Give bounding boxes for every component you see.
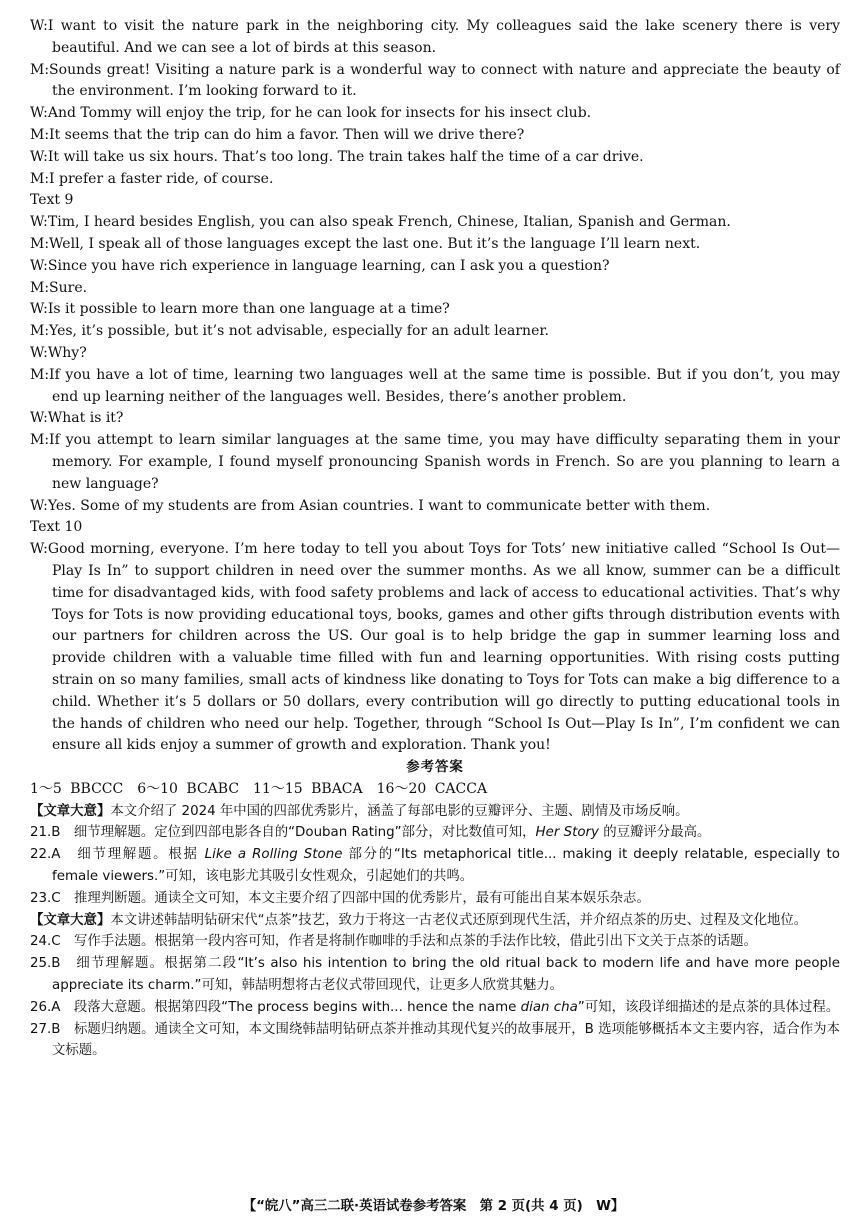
explanation-text: 部分的“Its metaphorical title... making it deeply relatable, especially to female viewers.”可知，该电影尤其吸引女性观众，引起她们的共鸣。 xyxy=(52,847,840,885)
dialogue-line: W:Since you have rich experience in language learning, can I ask you a question? xyxy=(30,257,610,274)
text10-heading: Text 10 xyxy=(30,519,83,536)
italic-title: Her Story xyxy=(535,825,599,841)
dialogue-line: W:Why? xyxy=(30,344,87,361)
explanation-text: 标题归纳题。通读全文可知，本文围绕韩喆明钻研点茶并推动其现代复兴的故事展开，B 选项能够概括本文主要内容，适合作为本文标题。 xyxy=(52,1021,840,1059)
dialogue-line: M:Sure. xyxy=(30,279,88,296)
dialogue-b xyxy=(30,212,840,517)
explanation-text: 细节理解题。根据 xyxy=(60,847,205,863)
explanation-27 xyxy=(30,1019,840,1063)
question-number: 25.B xyxy=(30,956,61,972)
explanation-26 xyxy=(30,997,840,1019)
page-footer: 【“皖八”高三二联·英语试卷参考答案 第 2 页(共 4 页) W】 xyxy=(242,1199,625,1214)
question-number: 23.C xyxy=(30,890,61,906)
summary-text: 本文介绍了 2024 年中国的四部优秀影片，涵盖了每部电影的豆瓣评分、主题、剧情及市场反响。 xyxy=(110,803,689,819)
summary-tag: 【文章大意】 xyxy=(30,803,111,819)
explanation-21 xyxy=(30,822,840,844)
explanation-text: 段落大意题。根据第四段“The process begins with... hence the name xyxy=(60,999,521,1015)
explanation-text: 写作手法题。根据第一段内容可知，作者是将制作咖啡的手法和点茶的手法作比较，借此引出下文关于点茶的话题。 xyxy=(60,934,757,950)
question-number: 26.A xyxy=(30,999,61,1015)
explanation-text: 细节理解题。根据第二段“It’s also his intention to bring the old ritual back to modern life and have more people appreciate its charm.”可知，韩喆明想将古老仪式带回现代，让更多人欣赏其魅力。 xyxy=(52,956,840,994)
text9-heading: Text 9 xyxy=(30,192,74,209)
question-number: 21.B xyxy=(30,825,61,841)
dialogue-a xyxy=(30,16,840,190)
italic-title: Like a Rolling Stone xyxy=(204,847,343,863)
answer-key: 1～5 BBCCC 6～10 BCABC 11～15 BBACA 16～20 CACCA xyxy=(30,780,488,797)
explanation-24 xyxy=(30,931,840,953)
question-number: 24.C xyxy=(30,934,61,950)
explanation-text: 推理判断题。通读全文可知，本文主要介绍了四部中国的优秀影片，最有可能出自某本娱乐杂志。 xyxy=(60,890,650,906)
summary-passage-2 xyxy=(30,910,840,932)
dialogue-line: M:If you attempt to learn similar languages at the same time, you may have difficulty separating them in your memory. For example, I found myself pronouncing Spanish words in French. So are you planning to learn a new language? xyxy=(30,432,840,492)
dialogue-line: M:It seems that the trip can do him a favor. Then will we drive there? xyxy=(30,126,525,143)
dialogue-line: W:It will take us six hours. That’s too long. The train takes half the time of a car drive. xyxy=(30,148,644,165)
dialogue-line: W:Tim, I heard besides English, you can also speak French, Chinese, Italian, Spanish and German. xyxy=(30,214,731,231)
dialogue-line: M:Yes, it’s possible, but it’s not advisable, especially for an adult learner. xyxy=(30,323,549,340)
dialogue-line: W:I want to visit the nature park in the neighboring city. My colleagues said the lake scenery there is very beautiful. And we can see a lot of birds at this season. xyxy=(30,18,840,56)
explanation-text: 的豆瓣评分最高。 xyxy=(598,825,711,841)
explanation-25 xyxy=(30,953,840,997)
summary-tag: 【文章大意】 xyxy=(30,912,111,928)
document-page xyxy=(30,16,840,1062)
explanation-22 xyxy=(30,844,840,888)
answer-heading: 参考答案 xyxy=(406,760,464,776)
dialogue-line: M:Well, I speak all of those languages except the last one. But it’s the language I’ll learn next. xyxy=(30,235,701,252)
dialogue-line: W:And Tommy will enjoy the trip, for he can look for insects for his insect club. xyxy=(30,105,592,122)
summary-text: 本文讲述韩喆明钻研宋代“点茶”技艺，致力于将这一古老仪式还原到现代生活，并介绍点茶的历史、过程及文化地位。 xyxy=(110,912,808,928)
dialogue-line: W:What is it? xyxy=(30,410,124,427)
explanation-23 xyxy=(30,888,840,910)
explanation-text: ”可知，该段详细描述的是点茶的具体过程。 xyxy=(577,999,840,1015)
dialogue-line: W:Yes. Some of my students are from Asian countries. I want to communicate better with them. xyxy=(30,497,711,514)
dialogue-line: M:Sounds great! Visiting a nature park is a wonderful way to connect with nature and appreciate the beauty of the environment. I’m looking forward to it. xyxy=(30,61,840,100)
dialogue-line: M:I prefer a faster ride, of course. xyxy=(30,170,274,187)
dialogue-line: W:Is it possible to learn more than one language at a time? xyxy=(30,301,450,318)
question-number: 27.B xyxy=(30,1021,61,1037)
question-number: 22.A xyxy=(30,847,61,863)
dialogue-line: M:If you have a lot of time, learning two languages well at the same time is possible. But if you don’t, you may end up learning neither of the languages well. Besides, there’s another problem. xyxy=(30,366,840,405)
italic-term: dian cha xyxy=(520,999,578,1015)
monologue: W:Good morning, everyone. I’m here today to tell you about Toys for Tots’ new initiative called “School Is Out—Play Is In” to support children in need over the summer months. As we all know, summer can be a difficult time for disadvantaged kids, with food safety problems and lack of access to educational activities. That’s why Toys for Tots is now providing educational toys, books, games and other gifts through distribution events with our partners for children across the US. Our goal is to help bridge the gap in summer learning loss and provide children with a valuable time filled with fun and learning opportunities. With rising costs putting strain on so many families, small acts of kindness like donating to Toys for Tots can make a big difference to a child. Whether it’s 5 dollars or 50 dollars, every contribution will go directly to putting educational tools in the hands of children who need our help. Together, through “School Is Out—Play Is In”, I’m confident we can ensure all kids enjoy a summer of growth and exploration. Thank you! xyxy=(30,541,840,754)
summary-passage-1 xyxy=(30,801,840,823)
explanation-text: 细节理解题。定位到四部电影各自的“Douban Rating”部分，对比数值可知， xyxy=(60,825,536,841)
